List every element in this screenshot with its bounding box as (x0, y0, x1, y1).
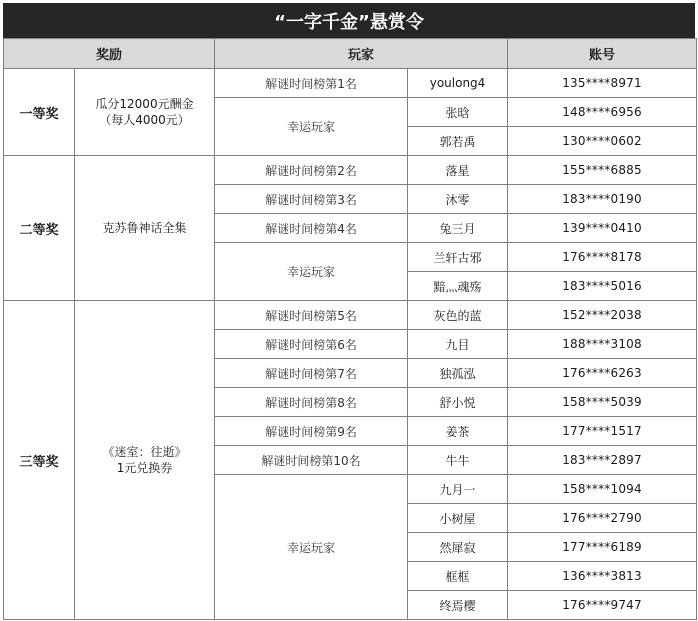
rank-cell: 解谜时间榜第4名 (215, 214, 408, 243)
rank-cell: 幸运玩家 (215, 475, 408, 620)
account-cell: 183****5016 (508, 272, 697, 301)
player-cell: 舒小悦 (408, 388, 508, 417)
player-cell: 兰轩古邪 (408, 243, 508, 272)
rank-cell: 解谜时间榜第5名 (215, 301, 408, 330)
account-cell: 158****1094 (508, 475, 697, 504)
account-cell: 177****1517 (508, 417, 697, 446)
tier-reward (75, 156, 215, 301)
rank-cell: 解谜时间榜第2名 (215, 156, 408, 185)
reward-line: （每人4000元） (99, 113, 190, 127)
player-cell: 黯灬魂殇 (408, 272, 508, 301)
reward-line: 瓜分12000元酬金 (95, 97, 194, 111)
reward-line: 《迷室：往逝》 (102, 445, 187, 459)
player-cell: 终焉樱 (408, 591, 508, 620)
player-cell: 独孤泓 (408, 359, 508, 388)
reward-table (3, 38, 697, 620)
player-cell: 沐零 (408, 185, 508, 214)
player-cell: 九目 (408, 330, 508, 359)
rank-cell: 解谜时间榜第1名 (215, 69, 408, 98)
player-cell: 兔三月 (408, 214, 508, 243)
tier-reward (75, 69, 215, 156)
rank-cell: 幸运玩家 (215, 98, 408, 156)
rank-cell: 解谜时间榜第6名 (215, 330, 408, 359)
tier-label: 三等奖 (4, 301, 75, 620)
tier-label: 二等奖 (4, 156, 75, 301)
account-cell: 139****0410 (508, 214, 697, 243)
account-cell: 183****2897 (508, 446, 697, 475)
account-cell: 176****2790 (508, 504, 697, 533)
rank-cell: 解谜时间榜第10名 (215, 446, 408, 475)
account-cell: 158****5039 (508, 388, 697, 417)
player-cell: youlong4 (408, 69, 508, 98)
reward-line: 克苏鲁神话全集 (102, 221, 187, 235)
page-title: “一字千金”悬赏令 (3, 3, 695, 38)
reward-line: 1元兑换券 (116, 461, 173, 475)
header-row (4, 39, 697, 69)
account-cell: 152****2038 (508, 301, 697, 330)
account-cell: 176****6263 (508, 359, 697, 388)
player-cell: 框框 (408, 562, 508, 591)
player-cell: 灰色的蓝 (408, 301, 508, 330)
rank-cell: 解谜时间榜第7名 (215, 359, 408, 388)
header-account: 账号 (508, 39, 697, 69)
player-cell: 小树屋 (408, 504, 508, 533)
player-cell: 姜茶 (408, 417, 508, 446)
player-cell: 然犀寂 (408, 533, 508, 562)
header-player: 玩家 (215, 39, 508, 69)
account-cell: 136****3813 (508, 562, 697, 591)
header-reward: 奖励 (4, 39, 215, 69)
account-cell: 148****6956 (508, 98, 697, 127)
player-cell: 牛牛 (408, 446, 508, 475)
tier-label: 一等奖 (4, 69, 75, 156)
table-row (4, 156, 697, 185)
player-cell: 落星 (408, 156, 508, 185)
account-cell: 176****9747 (508, 591, 697, 620)
account-cell: 183****0190 (508, 185, 697, 214)
tier-reward (75, 301, 215, 620)
account-cell: 135****8971 (508, 69, 697, 98)
rank-cell: 解谜时间榜第9名 (215, 417, 408, 446)
player-cell: 张晗 (408, 98, 508, 127)
account-cell: 130****0602 (508, 127, 697, 156)
player-cell: 郭若禹 (408, 127, 508, 156)
rank-cell: 解谜时间榜第3名 (215, 185, 408, 214)
account-cell: 155****6885 (508, 156, 697, 185)
rank-cell: 解谜时间榜第8名 (215, 388, 408, 417)
account-cell: 177****6189 (508, 533, 697, 562)
account-cell: 188****3108 (508, 330, 697, 359)
player-cell: 九月一 (408, 475, 508, 504)
table-row (4, 301, 697, 330)
table-row (4, 69, 697, 98)
rank-cell: 幸运玩家 (215, 243, 408, 301)
account-cell: 176****8178 (508, 243, 697, 272)
